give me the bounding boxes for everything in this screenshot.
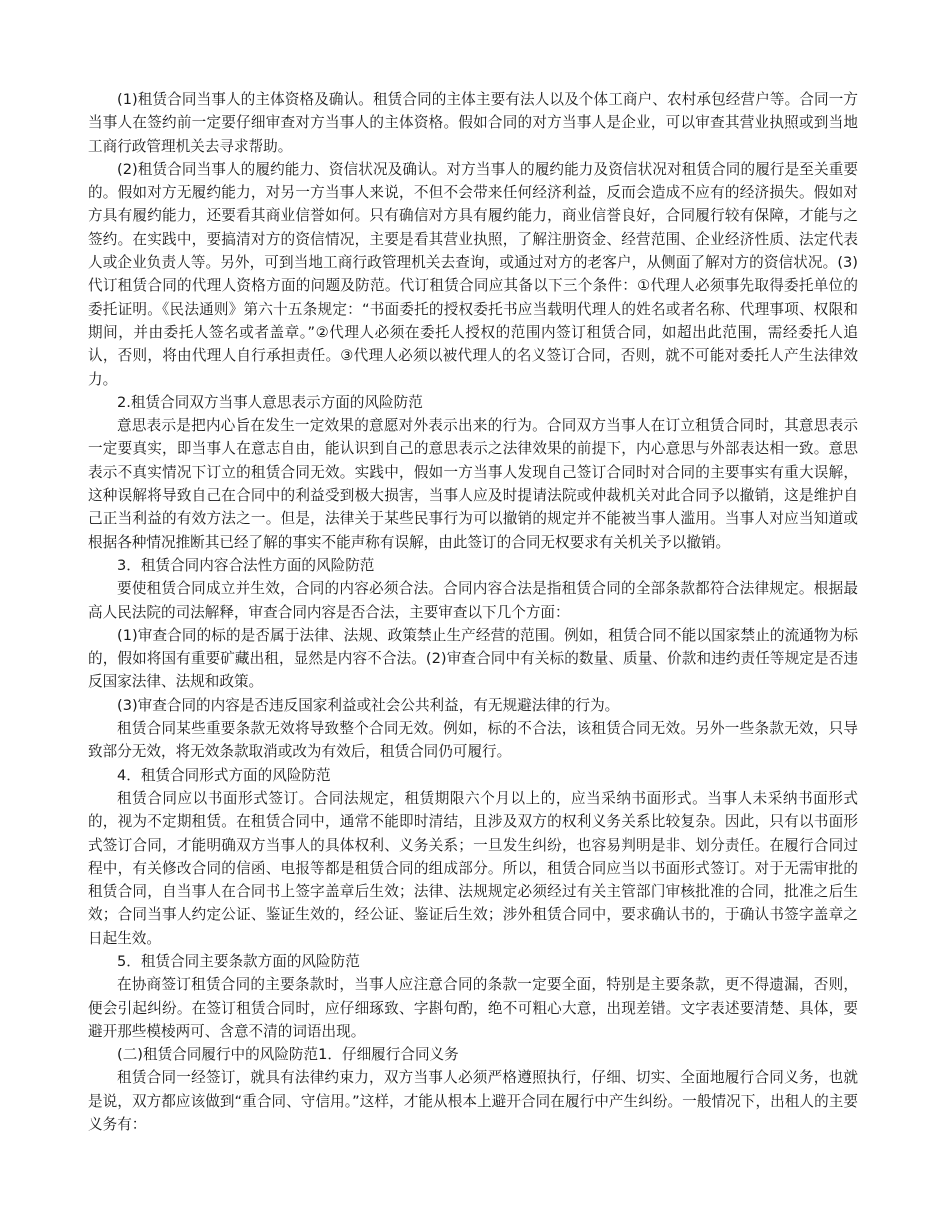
section-heading-4: 4．租赁合同形式方面的风险防范 bbox=[117, 766, 331, 784]
paragraph-3: 意思表示是把内心旨在发生一定效果的意愿对外表示出来的行为。合同双方当事人在订立租赁合同时，其意思表示一定要真实，即当事人在意志自由，能认识到自己的意思表示之法律效果的前提下，内心意思与外部表达相一致。意思表示不真实情况下订立的租赁合同无效。实践中，假如一方当事人发现自己签订合同时对合同的主要事实有重大误解，这种误解将导致自己在合同中的利益受到极大损害，当事人应及时提请法院或仲裁机关对此合同予以撤销，这是维护自己正当利益的有效方法之一。但是，法律关于某些民事行为可以撤销的规定并不能被当事人滥用。当事人对应当知道或根据各种情况推断其已经了解的事实不能声称有误解，由此签订的合同无权要求有关机关予以撤销。 bbox=[88, 417, 858, 551]
paragraph-1: (1)租赁合同当事人的主体资格及确认。租赁合同的主体主要有法人以及个体工商户、农村承包经营户等。合同一方当事人在签约前一定要仔细审查对方当事人的主体资格。假如合同的对方当事人是企业，可以审查其营业执照或到当地工商行政管理机关去寻求帮助。 bbox=[88, 91, 858, 155]
paragraph-8: 租赁合同应以书面形式签订。合同法规定，租赁期限六个月以上的，应当采纳书面形式。当事人未采纳书面形式的，视为不定期租赁。在租赁合同中，通常不能即时清结，且涉及双方的权利义务关系比较复杂。因此，只有以书面形式签订合同，才能明确双方当事人的具体权利、义务关系；一旦发生纠纷，也容易判明是非、划分责任。在履行合同过程中，有关修改合同的信函、电报等都是租赁合同的组成部分。所以，租赁合同应当以书面形式签订。对于无需审批的租赁合同，自当事人在合同书上签字盖章后生效；法律、法规规定必须经过有关主管部门审核批准的合同，批准之后生效；合同当事人约定公证、鉴证生效的，经公证、鉴证后生效；涉外租赁合同中，要求确认书的，于确认书签字盖章之日起生效。 bbox=[88, 789, 858, 947]
paragraph-9: 在协商签订租赁合同的主要条款时，当事人应注意合同的条款一定要全面，特别是主要条款，更不得遗漏，否则，便会引起纠纷。在签订租赁合同时，应仔细琢致、字斟句酌，绝不可粗心大意，出现差错。文字表述要清楚、具体，要避开那些模棱两可、含意不清的词语出现。 bbox=[88, 976, 858, 1040]
section-heading-5: 5．租赁合同主要条款方面的风险防范 bbox=[117, 952, 360, 970]
document-body bbox=[88, 88, 858, 1136]
paragraph-5: (1)审查合同的标的是否属于法律、法规、政策禁止生产经营的范围。例如，租赁合同不能以国家禁止的流通物为标的，假如将国有重要矿藏出租，显然是内容不合法。(2)审查合同中有关标的数量、质量、价款和违约责任等规定是否违反国家法律、法规和政策。 bbox=[88, 626, 858, 691]
section-heading-3: 3．租赁合同内容合法性方面的风险防范 bbox=[117, 556, 375, 574]
paragraph-6: (3)审查合同的内容是否违反国家利益或社会公共利益，有无规避法律的行为。 bbox=[117, 696, 620, 714]
section-heading-2: 2.租赁合同双方当事人意思表示方面的风险防范 bbox=[117, 393, 423, 411]
section-heading-part-2: (二)租赁合同履行中的风险防范1．仔细履行合同义务 bbox=[117, 1046, 459, 1064]
paragraph-4: 要使租赁合同成立并生效，合同的内容必须合法。合同内容合法是指租赁合同的全部条款都符合法律规定。根据最高人民法院的司法解释，审查合同内容是否合法，主要审查以下几个方面： bbox=[88, 580, 858, 621]
paragraph-2: (2)租赁合同当事人的履约能力、资信状况及确认。对方当事人的履约能力及资信状况对租赁合同的履行是至关重要的。假如对方无履约能力，对另一方当事人来说，不但不会带来任何经济利益，反而会造成不应有的经济损失。假如对方具有履约能力，还要看其商业信誉如何。只有确信对方具有履约能力，商业信誉良好，合同履行较有保障，才能与之签约。在实践中，要搞清对方的资信情况，主要是看其营业执照，了解注册资金、经营范围、企业经济性质、法定代表人或企业负责人等。另外，可到当地工商行政管理机关去查询，或通过对方的老客户，从侧面了解对方的资信状况。(3)代订租赁合同的代理人资格方面的问题及防范。代订租赁合同应其备以下三个条件：①代理人必须事先取得委托单位的委托证明。《民法通则》第六十五条规定：“书面委托的授权委托书应当载明代理人的姓名或者名称、代理事项、权限和期间，并由委托人签名或者盖章。”②代理人必须在委托人授权的范围内签订租赁合同，如超出此范围，需经委托人追认，否则，将由代理人自行承担责任。③代理人必须以被代理人的名义签订合同，否则，就不可能对委托人产生法律效力。 bbox=[88, 160, 858, 388]
paragraph-10: 租赁合同一经签订，就具有法律约束力，双方当事人必须严格遵照执行，仔细、切实、全面地履行合同义务，也就是说，双方都应该做到“重合同、守信用。”这样，才能从根本上避开合同在履行中产生纠纷。一般情况下，出租人的主要义务有： bbox=[88, 1069, 858, 1134]
paragraph-7: 租赁合同某些重要条款无效将导致整个合同无效。例如，标的不合法，该租赁合同无效。另外一些条款无效，只导致部分无效，将无效条款取消或改为有效后，租赁合同仍可履行。 bbox=[88, 720, 858, 761]
